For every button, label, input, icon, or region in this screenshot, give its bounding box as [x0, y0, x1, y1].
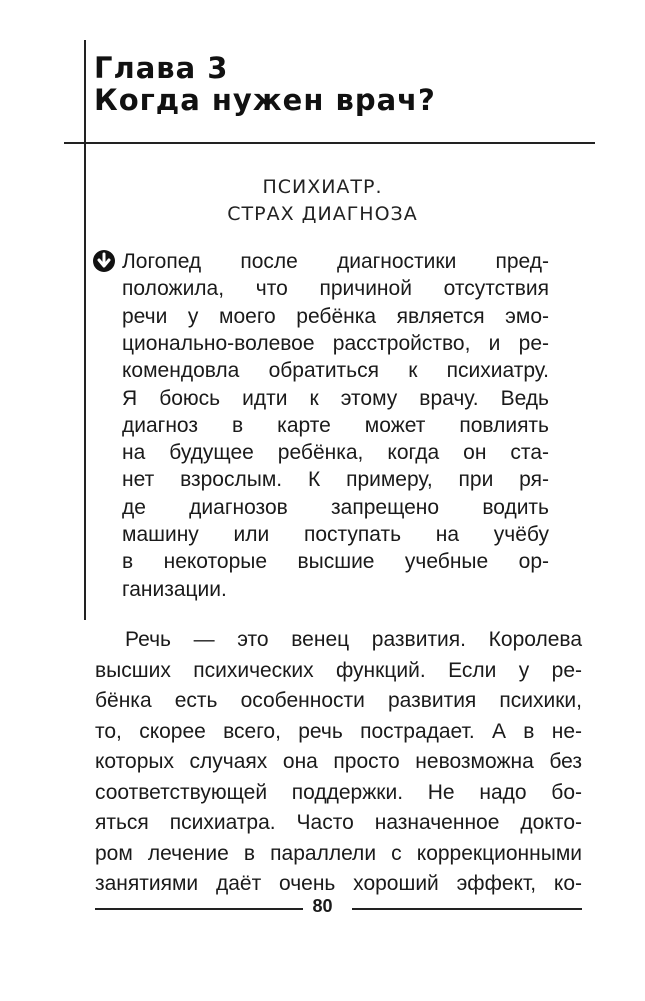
- text-line: комендовла обратиться к психиатру.: [122, 359, 549, 383]
- text-line: ром лечение в параллели с коррекционными: [95, 841, 582, 865]
- text-line: машину или поступать на учёбу: [122, 523, 549, 546]
- section-title-line2: СТРАХ ДИАГНОЗА: [227, 203, 418, 225]
- chapter-horizontal-rule: [64, 142, 595, 144]
- text-line: Речь — это венец развития. Королева: [125, 628, 582, 651]
- text-line: речи у моего ребёнка является эмо-: [122, 304, 549, 328]
- text-line: ганизации.: [122, 577, 227, 601]
- text-line: положила, что причиной отсутствия: [122, 277, 549, 301]
- text-line: то, скорее всего, речь пострадает. А в не-: [95, 719, 582, 743]
- chapter-vertical-rule: [84, 40, 86, 620]
- text-line: Я боюсь идти к этому врачу. Ведь: [122, 386, 549, 410]
- text-line: де диагнозов запрещено водить: [122, 495, 549, 519]
- text-line: соответствующей поддержки. Не надо бо-: [95, 780, 582, 804]
- text-line: которых случаях она просто невозможна без: [95, 750, 582, 773]
- text-line: в некоторые высшие учебные ор-: [122, 550, 549, 574]
- chapter-number: Глава 3: [94, 51, 229, 85]
- text-line: высших психических функций. Если у ре-: [95, 658, 582, 682]
- text-line: занятиями даёт очень хороший эффект, ко-: [95, 872, 582, 895]
- text-line: на будущее ребёнка, когда он ста-: [122, 441, 549, 465]
- text-line: яться психиатра. Часто назначенное доктo-: [95, 811, 582, 834]
- text-line: ционально-волевое расстройство, и ре-: [122, 331, 549, 355]
- text-line: бёнка есть особенности развития психики,: [95, 689, 582, 712]
- text-line: Логопед после диагностики пред-: [122, 250, 549, 273]
- page-number: 80: [312, 896, 333, 916]
- section-title-line1: ПСИХИАТР.: [262, 176, 383, 198]
- down-arrow-circle-icon: [92, 249, 116, 273]
- text-line: нет взрослым. К примеру, при ря-: [122, 468, 549, 492]
- text-line: диагноз в карте может повлиять: [122, 413, 549, 437]
- chapter-title: Когда нужен врач?: [94, 83, 436, 117]
